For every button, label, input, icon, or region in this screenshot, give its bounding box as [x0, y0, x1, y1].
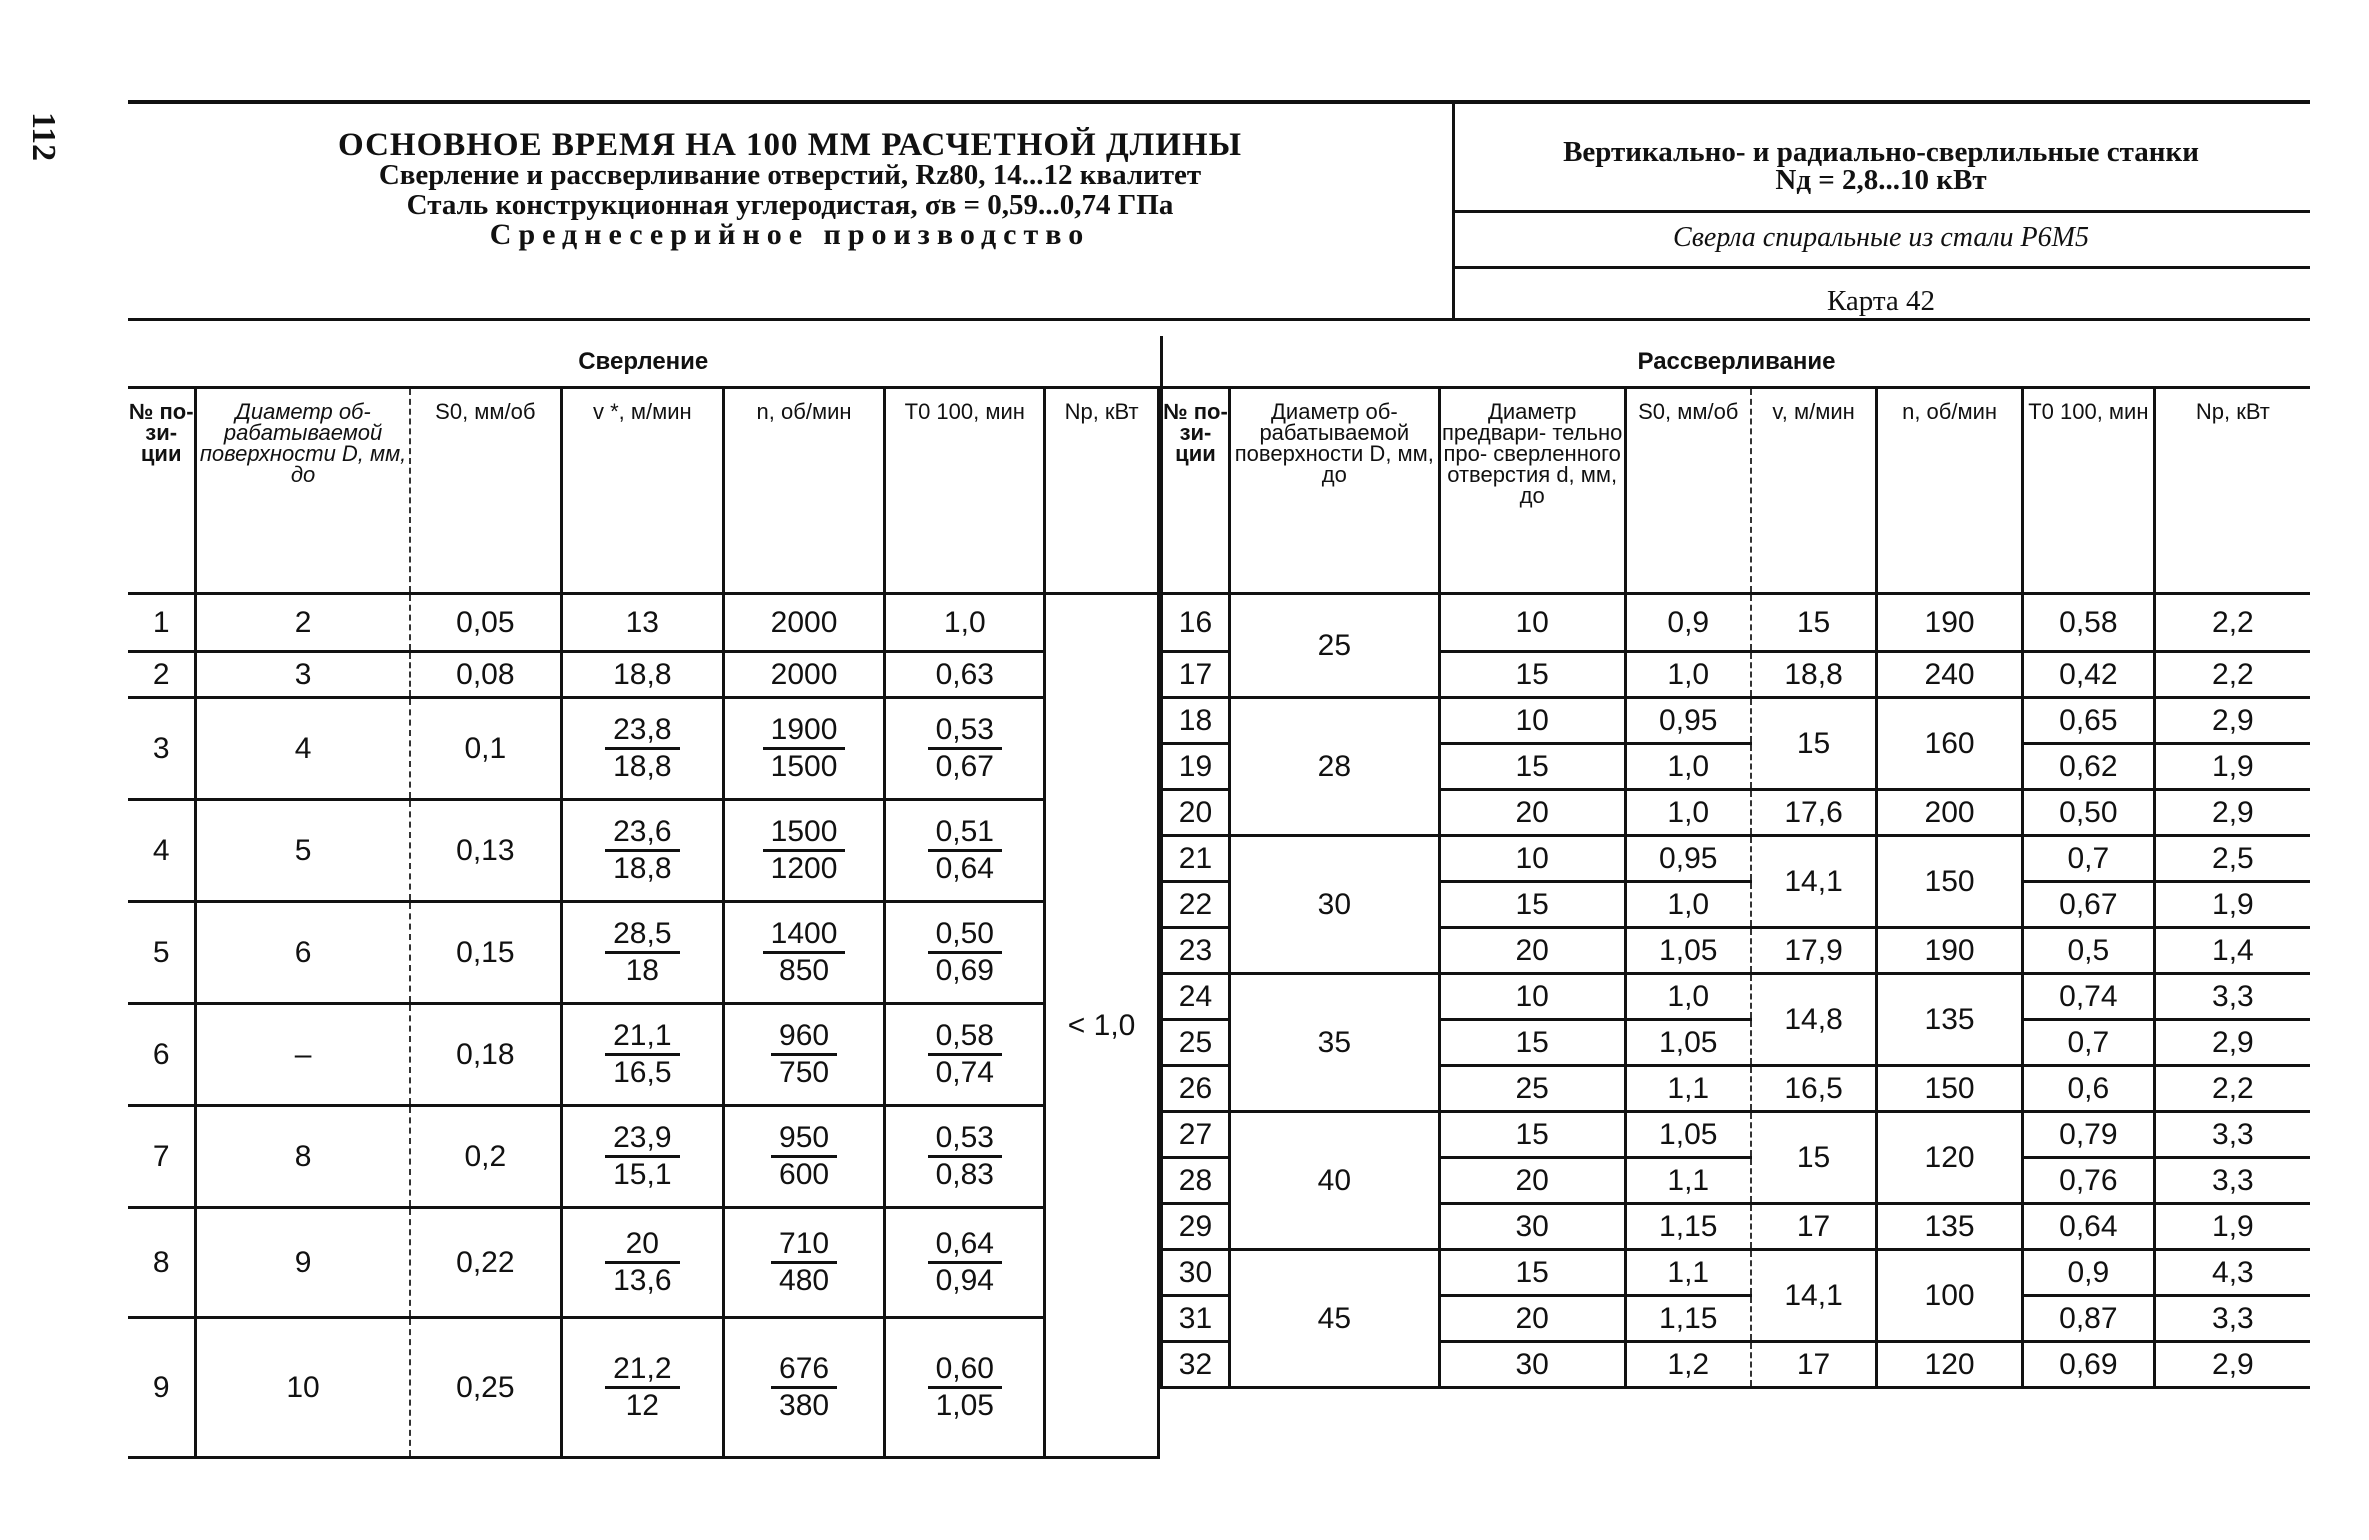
tools-label: Сверла спиральные из стали Р6М5	[1673, 222, 2089, 253]
drill-cell-time: 0,63	[885, 652, 1045, 698]
drill-cell-time: $\frac{0,58}{0,74}$	[885, 1004, 1045, 1106]
ream-cell-power: 2,9	[2154, 1342, 2310, 1388]
ream-cell-speed: 15	[1751, 698, 1877, 790]
ream-cell-time: 0,76	[2022, 1158, 2154, 1204]
drilling-row	[128, 1208, 1159, 1318]
drill-cell-feed: 0,1	[410, 698, 562, 800]
ream-cell-feed: 1,1	[1625, 1066, 1751, 1112]
drill-cell-feed: 0,18	[410, 1004, 562, 1106]
ream-cell-position: 29	[1162, 1204, 1230, 1250]
drill-cell-speed: $\frac{21,1}{16,5}$	[561, 1004, 723, 1106]
ream-cell-time: 0,67	[2022, 882, 2154, 928]
ream-cell-feed: 1,05	[1625, 1020, 1751, 1066]
col-feed: S0, мм/об	[410, 388, 562, 594]
r-col-position: № по- зи- ции	[1162, 388, 1230, 594]
ream-cell-speed: 17	[1751, 1342, 1877, 1388]
ream-cell-power: 2,9	[2154, 698, 2310, 744]
drill-cell-position: 6	[128, 1004, 196, 1106]
ream-cell-time: 0,65	[2022, 698, 2154, 744]
ream-cell-rpm: 120	[1877, 1112, 2023, 1204]
ream-cell-power: 1,9	[2154, 882, 2310, 928]
ream-cell-power: 3,3	[2154, 1112, 2310, 1158]
r-col-speed: v, м/мин	[1751, 388, 1877, 594]
ream-cell-position: 31	[1162, 1296, 1230, 1342]
ream-cell-speed: 15	[1751, 1112, 1877, 1204]
ream-cell-power: 3,3	[2154, 1158, 2310, 1204]
drilling-row	[128, 902, 1159, 1004]
drill-cell-position: 2	[128, 652, 196, 698]
drill-cell-diameter: –	[196, 1004, 410, 1106]
drill-cell-speed: 18,8	[561, 652, 723, 698]
ream-cell-predrill: 15	[1439, 744, 1625, 790]
ream-cell-position: 32	[1162, 1342, 1230, 1388]
ream-cell-position: 22	[1162, 882, 1230, 928]
ream-cell-position: 21	[1162, 836, 1230, 882]
header-bottom-rule	[128, 318, 2310, 321]
ream-cell-power: 3,3	[2154, 1296, 2310, 1342]
ream-cell-speed: 14,8	[1751, 974, 1877, 1066]
ream-cell-speed: 18,8	[1751, 652, 1877, 698]
ream-cell-speed: 14,1	[1751, 1250, 1877, 1342]
ream-cell-speed: 16,5	[1751, 1066, 1877, 1112]
ream-cell-rpm: 150	[1877, 836, 2023, 928]
drill-cell-position: 4	[128, 800, 196, 902]
ream-cell-feed: 1,0	[1625, 652, 1751, 698]
r-col-diameter: Диаметр об- рабатываемой поверхности D, мм, до	[1229, 388, 1439, 594]
drill-cell-power: < 1,0	[1045, 594, 1159, 1458]
ream-cell-speed: 15	[1751, 594, 1877, 652]
ream-cell-power: 2,2	[2154, 1066, 2310, 1112]
ream-cell-time: 0,64	[2022, 1204, 2154, 1250]
ream-cell-diameter: 30	[1229, 836, 1439, 974]
ream-cell-position: 25	[1162, 1020, 1230, 1066]
drill-cell-position: 8	[128, 1208, 196, 1318]
ream-cell-diameter: 25	[1229, 594, 1439, 698]
drill-cell-feed: 0,2	[410, 1106, 562, 1208]
ream-cell-rpm: 190	[1877, 594, 2023, 652]
ream-cell-predrill: 25	[1439, 1066, 1625, 1112]
ream-cell-position: 24	[1162, 974, 1230, 1020]
reaming-row	[1162, 1112, 2311, 1158]
drill-cell-feed: 0,13	[410, 800, 562, 902]
drill-cell-feed: 0,08	[410, 652, 562, 698]
ream-cell-rpm: 120	[1877, 1342, 2023, 1388]
ream-cell-predrill: 15	[1439, 882, 1625, 928]
ream-cell-position: 19	[1162, 744, 1230, 790]
ream-cell-rpm: 200	[1877, 790, 2023, 836]
drill-cell-rpm: 2000	[723, 652, 885, 698]
ream-cell-speed: 17,6	[1751, 790, 1877, 836]
ream-cell-power: 2,5	[2154, 836, 2310, 882]
drill-cell-rpm: $\frac{1500}{1200}$	[723, 800, 885, 902]
ream-cell-predrill: 20	[1439, 790, 1625, 836]
ream-cell-predrill: 10	[1439, 836, 1625, 882]
drill-cell-diameter: 3	[196, 652, 410, 698]
ream-cell-feed: 1,15	[1625, 1296, 1751, 1342]
header-left	[130, 127, 1450, 251]
ream-cell-position: 16	[1162, 594, 1230, 652]
ream-cell-position: 28	[1162, 1158, 1230, 1204]
ream-cell-power: 2,2	[2154, 652, 2310, 698]
reaming-row	[1162, 594, 2311, 652]
ream-cell-position: 27	[1162, 1112, 1230, 1158]
ream-cell-time: 0,62	[2022, 744, 2154, 790]
drill-cell-feed: 0,15	[410, 902, 562, 1004]
drill-cell-speed: $\frac{23,6}{18,8}$	[561, 800, 723, 902]
ream-cell-position: 30	[1162, 1250, 1230, 1296]
ream-cell-predrill: 30	[1439, 1342, 1625, 1388]
ream-cell-position: 18	[1162, 698, 1230, 744]
r-col-power: Np, кВт	[2154, 388, 2310, 594]
r-col-rpm: n, об/мин	[1877, 388, 2023, 594]
ream-cell-position: 26	[1162, 1066, 1230, 1112]
drill-cell-feed: 0,25	[410, 1318, 562, 1458]
col-speed: v *, м/мин	[561, 388, 723, 594]
ream-cell-rpm: 135	[1877, 974, 2023, 1066]
ream-cell-feed: 1,05	[1625, 928, 1751, 974]
col-time: T0 100, мин	[885, 388, 1045, 594]
col-rpm: n, об/мин	[723, 388, 885, 594]
col-position: № по- зи- ции	[128, 388, 196, 594]
ream-cell-time: 0,79	[2022, 1112, 2154, 1158]
ream-cell-time: 0,5	[2022, 928, 2154, 974]
drill-cell-rpm: $\frac{710}{480}$	[723, 1208, 885, 1318]
header-right-rule-1	[1452, 210, 2310, 213]
ream-cell-power: 2,2	[2154, 594, 2310, 652]
drilling-row	[128, 1106, 1159, 1208]
col-diameter: Диаметр об- рабатываемой поверхности D, мм, до	[196, 388, 410, 594]
r-col-time: T0 100, мин	[2022, 388, 2154, 594]
drill-cell-position: 9	[128, 1318, 196, 1458]
ream-cell-predrill: 30	[1439, 1204, 1625, 1250]
ream-cell-feed: 1,2	[1625, 1342, 1751, 1388]
col-power: Np, кВт	[1045, 388, 1159, 594]
ream-cell-rpm: 100	[1877, 1250, 2023, 1342]
ream-cell-power: 1,9	[2154, 1204, 2310, 1250]
ream-cell-feed: 1,15	[1625, 1204, 1751, 1250]
drill-cell-speed: 13	[561, 594, 723, 652]
machines-text: Вертикально- и радиально-сверлильные станки	[1563, 136, 2199, 168]
ream-cell-time: 0,42	[2022, 652, 2154, 698]
card-label: Карта 42	[1826, 285, 1936, 317]
drilling-row	[128, 652, 1159, 698]
ream-cell-predrill: 15	[1439, 1250, 1625, 1296]
ream-cell-predrill: 10	[1439, 594, 1625, 652]
ream-cell-feed: 1,0	[1625, 882, 1751, 928]
drill-cell-rpm: $\frac{950}{600}$	[723, 1106, 885, 1208]
reaming-row	[1162, 698, 2311, 744]
drill-cell-time: $\frac{0,51}{0,64}$	[885, 800, 1045, 902]
drill-cell-time: $\frac{0,53}{0,67}$	[885, 698, 1045, 800]
drill-cell-speed: $\frac{28,5}{18}$	[561, 902, 723, 1004]
header-right-rule-2	[1452, 266, 2310, 269]
drill-cell-speed: $\frac{23,8}{18,8}$	[561, 698, 723, 800]
ream-cell-diameter: 35	[1229, 974, 1439, 1112]
ream-cell-feed: 0,9	[1625, 594, 1751, 652]
drill-cell-feed: 0,22	[410, 1208, 562, 1318]
ream-cell-speed: 14,1	[1751, 836, 1877, 928]
drill-cell-time: $\frac{0,64}{0,94}$	[885, 1208, 1045, 1318]
drill-cell-position: 5	[128, 902, 196, 1004]
ream-cell-diameter: 45	[1229, 1250, 1439, 1388]
drill-cell-time: 1,0	[885, 594, 1045, 652]
ream-cell-predrill: 20	[1439, 928, 1625, 974]
drilling-table	[128, 336, 1160, 1459]
drill-cell-speed: $\frac{23,9}{15,1}$	[561, 1106, 723, 1208]
drilling-row	[128, 800, 1159, 902]
drilling-row	[128, 594, 1159, 652]
drill-cell-rpm: $\frac{1400}{850}$	[723, 902, 885, 1004]
subtitle-operation: Сверление и рассверливание отверстий, Rz80, 14...12 квалитет	[378, 159, 1202, 191]
ream-cell-predrill: 10	[1439, 698, 1625, 744]
drill-cell-diameter: 10	[196, 1318, 410, 1458]
ream-cell-predrill: 15	[1439, 1020, 1625, 1066]
drill-cell-rpm: $\frac{676}{380}$	[723, 1318, 885, 1458]
reaming-row	[1162, 1250, 2311, 1296]
ream-cell-time: 0,50	[2022, 790, 2154, 836]
ream-cell-feed: 1,0	[1625, 974, 1751, 1020]
drilling-group-header: Сверление	[128, 336, 1159, 388]
ream-cell-speed: 17	[1751, 1204, 1877, 1250]
ream-cell-power: 2,9	[2154, 1020, 2310, 1066]
power-text: Nд = 2,8...10 кВт	[1775, 164, 1987, 196]
drill-cell-position: 1	[128, 594, 196, 652]
page-number: 112	[25, 112, 62, 162]
ream-cell-power: 3,3	[2154, 974, 2310, 1020]
drill-cell-diameter: 5	[196, 800, 410, 902]
r-col-feed: S0, мм/об	[1625, 388, 1751, 594]
drill-cell-time: $\frac{0,60}{1,05}$	[885, 1318, 1045, 1458]
subtitle-material: Сталь конструкционная углеродистая, σв = 0,59...0,74 ГПа	[406, 189, 1174, 221]
ream-cell-time: 0,69	[2022, 1342, 2154, 1388]
ream-cell-diameter: 40	[1229, 1112, 1439, 1250]
ream-cell-feed: 1,0	[1625, 744, 1751, 790]
header-right	[1452, 100, 2310, 317]
ream-cell-position: 17	[1162, 652, 1230, 698]
ream-cell-predrill: 20	[1439, 1296, 1625, 1342]
ream-cell-time: 0,87	[2022, 1296, 2154, 1342]
ream-cell-predrill: 15	[1439, 1112, 1625, 1158]
drill-cell-diameter: 4	[196, 698, 410, 800]
drill-cell-rpm: $\frac{1900}{1500}$	[723, 698, 885, 800]
drill-cell-diameter: 8	[196, 1106, 410, 1208]
ream-cell-rpm: 190	[1877, 928, 2023, 974]
drilling-row	[128, 1004, 1159, 1106]
ream-cell-time: 0,7	[2022, 1020, 2154, 1066]
ream-cell-time: 0,58	[2022, 594, 2154, 652]
ream-cell-predrill: 20	[1439, 1158, 1625, 1204]
drill-cell-diameter: 2	[196, 594, 410, 652]
drill-cell-time: $\frac{0,53}{0,83}$	[885, 1106, 1045, 1208]
machines-label	[1452, 138, 2310, 194]
ream-cell-time: 0,6	[2022, 1066, 2154, 1112]
ream-cell-time: 0,7	[2022, 836, 2154, 882]
ream-cell-rpm: 160	[1877, 698, 2023, 790]
reaming-group-header: Рассверливание	[1162, 336, 2311, 388]
ream-cell-feed: 0,95	[1625, 836, 1751, 882]
ream-cell-power: 1,9	[2154, 744, 2310, 790]
ream-cell-diameter: 28	[1229, 698, 1439, 836]
ream-cell-position: 23	[1162, 928, 1230, 974]
ream-cell-power: 1,4	[2154, 928, 2310, 974]
drill-cell-diameter: 9	[196, 1208, 410, 1318]
reaming-row	[1162, 836, 2311, 882]
drilling-row	[128, 698, 1159, 800]
drilling-row	[128, 1318, 1159, 1458]
ream-cell-rpm: 150	[1877, 1066, 2023, 1112]
drill-cell-speed: $\frac{21,2}{12}$	[561, 1318, 723, 1458]
ream-cell-speed: 17,9	[1751, 928, 1877, 974]
ream-cell-rpm: 240	[1877, 652, 2023, 698]
ream-cell-feed: 1,0	[1625, 790, 1751, 836]
drill-cell-position: 3	[128, 698, 196, 800]
ream-cell-predrill: 10	[1439, 974, 1625, 1020]
drill-cell-position: 7	[128, 1106, 196, 1208]
ream-cell-power: 2,9	[2154, 790, 2310, 836]
r-col-predrill: Диаметр предвари- тельно про- сверленного отверстия d, мм, до	[1439, 388, 1625, 594]
ream-cell-time: 0,9	[2022, 1250, 2154, 1296]
ream-cell-feed: 1,05	[1625, 1112, 1751, 1158]
ream-cell-time: 0,74	[2022, 974, 2154, 1020]
drill-cell-diameter: 6	[196, 902, 410, 1004]
ream-cell-feed: 1,1	[1625, 1158, 1751, 1204]
ream-cell-position: 20	[1162, 790, 1230, 836]
ream-cell-rpm: 135	[1877, 1204, 2023, 1250]
ream-cell-feed: 1,1	[1625, 1250, 1751, 1296]
reaming-row	[1162, 974, 2311, 1020]
reaming-table	[1160, 336, 2310, 1389]
drill-cell-speed: $\frac{20}{13,6}$	[561, 1208, 723, 1318]
drill-cell-feed: 0,05	[410, 594, 562, 652]
drill-cell-rpm: $\frac{960}{750}$	[723, 1004, 885, 1106]
drill-cell-time: $\frac{0,50}{0,69}$	[885, 902, 1045, 1004]
ream-cell-feed: 0,95	[1625, 698, 1751, 744]
subtitle-production: Среднесерийное производство	[489, 218, 1091, 251]
page-title: ОСНОВНОЕ ВРЕМЯ НА 100 ММ РАСЧЕТНОЙ ДЛИНЫ	[338, 127, 1242, 163]
ream-cell-predrill: 15	[1439, 652, 1625, 698]
ream-cell-power: 4,3	[2154, 1250, 2310, 1296]
drill-cell-rpm: 2000	[723, 594, 885, 652]
